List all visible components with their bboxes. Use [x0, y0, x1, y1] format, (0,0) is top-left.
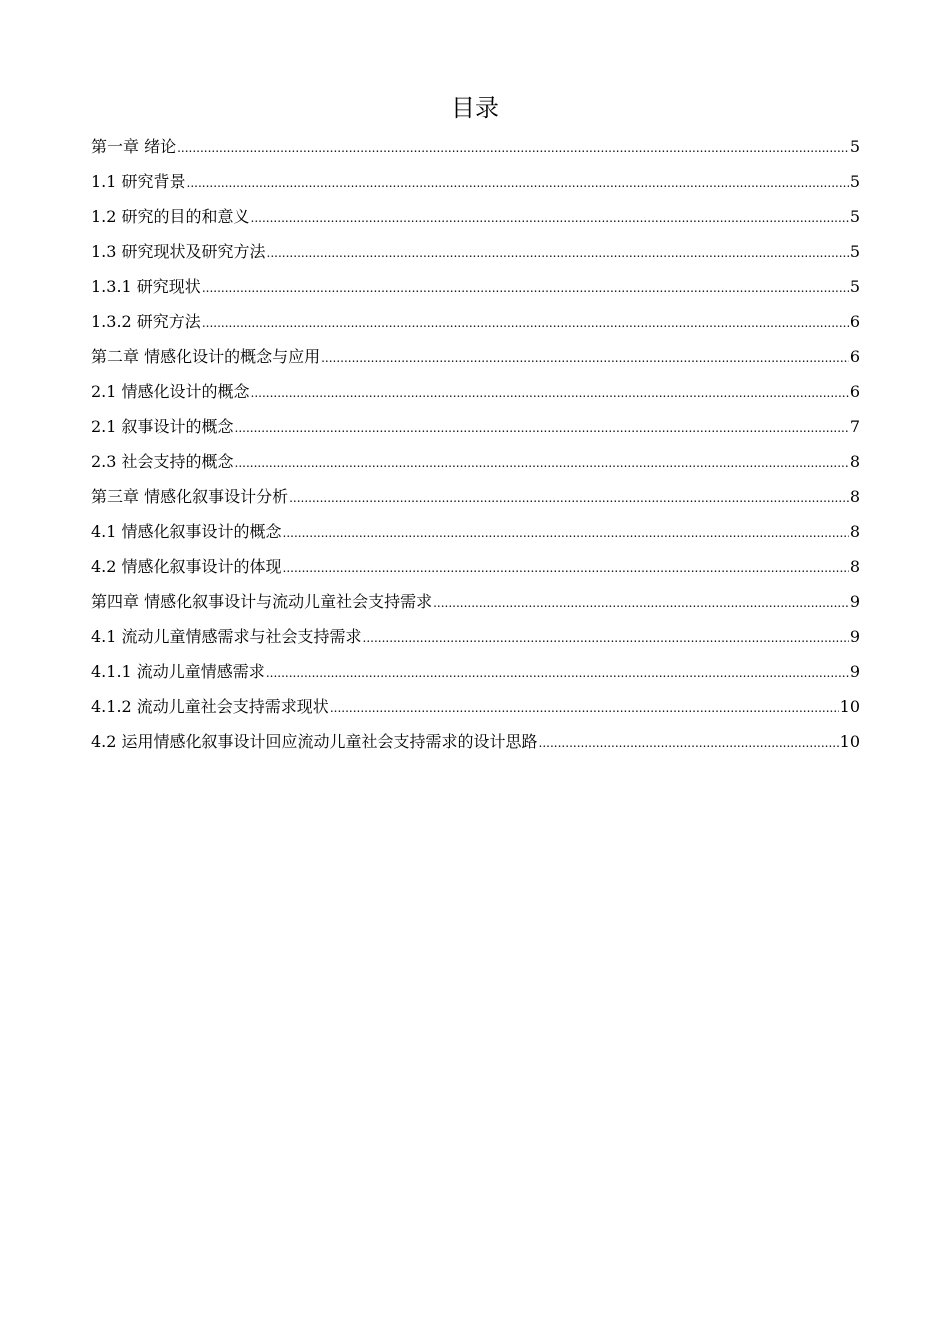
toc-entry-text: 4.2 情感化叙事设计的体现 [91, 557, 282, 576]
toc-entry[interactable] [91, 514, 860, 549]
toc-entry[interactable] [91, 689, 860, 724]
toc-dot-leader [187, 166, 849, 201]
toc-entry-text: 1.1 研究背景 [91, 172, 186, 191]
toc-page-number: 10 [839, 697, 860, 716]
toc-dot-leader [266, 656, 849, 691]
toc-entry[interactable] [91, 234, 860, 269]
toc-dot-leader [433, 586, 849, 621]
toc-entry[interactable] [91, 444, 860, 479]
toc-entry[interactable] [91, 654, 860, 689]
toc-page-number: 8 [849, 452, 860, 471]
toc-entry[interactable] [91, 129, 860, 164]
toc-entry-text: 第一章 绪论 [91, 137, 177, 156]
toc-page-number: 6 [849, 347, 860, 366]
toc-page-number: 9 [849, 592, 860, 611]
toc-entry[interactable] [91, 269, 860, 304]
toc-page-number: 5 [849, 137, 860, 156]
toc-entry[interactable] [91, 409, 860, 444]
toc-dot-leader [202, 306, 849, 341]
toc-page-number: 5 [849, 277, 860, 296]
toc-dot-leader [283, 551, 849, 586]
toc-page-number: 8 [849, 557, 860, 576]
toc-title: 目录 [451, 94, 499, 122]
toc-page-number: 6 [849, 382, 860, 401]
toc-entry-text: 4.2 运用情感化叙事设计回应流动儿童社会支持需求的设计思路 [91, 732, 538, 751]
toc-page-number: 6 [849, 312, 860, 331]
toc-entry-text: 1.3.1 研究现状 [91, 277, 201, 296]
toc-page-number: 8 [849, 522, 860, 541]
toc-entry-text: 4.1 情感化叙事设计的概念 [91, 522, 282, 541]
toc-page-number: 5 [849, 242, 860, 261]
toc-page-number: 5 [849, 172, 860, 191]
toc-entry[interactable] [91, 339, 860, 374]
toc-dot-leader [363, 621, 849, 656]
toc-entry[interactable] [91, 549, 860, 584]
toc-list [91, 129, 860, 759]
toc-entry-text: 1.2 研究的目的和意义 [91, 207, 250, 226]
toc-entry-text: 4.1.1 流动儿童情感需求 [91, 662, 265, 681]
toc-page-number: 9 [849, 662, 860, 681]
toc-entry-text: 2.1 叙事设计的概念 [91, 417, 234, 436]
toc-dot-leader [177, 131, 849, 166]
toc-entry-text: 2.3 社会支持的概念 [91, 452, 234, 471]
toc-page-number: 9 [849, 627, 860, 646]
toc-dot-leader [235, 411, 849, 446]
toc-dot-leader [235, 446, 849, 481]
toc-entry-text: 1.3.2 研究方法 [91, 312, 201, 331]
toc-entry-text: 4.1 流动儿童情感需求与社会支持需求 [91, 627, 362, 646]
toc-entry[interactable] [91, 374, 860, 409]
toc-dot-leader [267, 236, 849, 271]
toc-page-number: 8 [849, 487, 860, 506]
toc-dot-leader [539, 726, 839, 761]
toc-entry-text: 2.1 情感化设计的概念 [91, 382, 250, 401]
toc-entry-text: 1.3 研究现状及研究方法 [91, 242, 266, 261]
toc-entry-text: 4.1.2 流动儿童社会支持需求现状 [91, 697, 329, 716]
toc-page-number: 5 [849, 207, 860, 226]
toc-dot-leader [251, 376, 849, 411]
toc-page-number: 10 [839, 732, 860, 751]
toc-dot-leader [321, 341, 849, 376]
toc-entry[interactable] [91, 584, 860, 619]
toc-entry[interactable] [91, 619, 860, 654]
toc-entry-text: 第四章 情感化叙事设计与流动儿童社会支持需求 [91, 592, 433, 611]
toc-dot-leader [251, 201, 849, 236]
toc-dot-leader [330, 691, 839, 726]
toc-entry-text: 第三章 情感化叙事设计分析 [91, 487, 289, 506]
toc-entry[interactable] [91, 304, 860, 339]
toc-entry[interactable] [91, 479, 860, 514]
toc-entry-text: 第二章 情感化设计的概念与应用 [91, 347, 321, 366]
toc-dot-leader [289, 481, 849, 516]
toc-entry[interactable] [91, 164, 860, 199]
toc-entry[interactable] [91, 199, 860, 234]
toc-entry[interactable] [91, 724, 860, 759]
toc-page-number: 7 [849, 417, 860, 436]
toc-dot-leader [202, 271, 849, 306]
toc-dot-leader [283, 516, 849, 551]
